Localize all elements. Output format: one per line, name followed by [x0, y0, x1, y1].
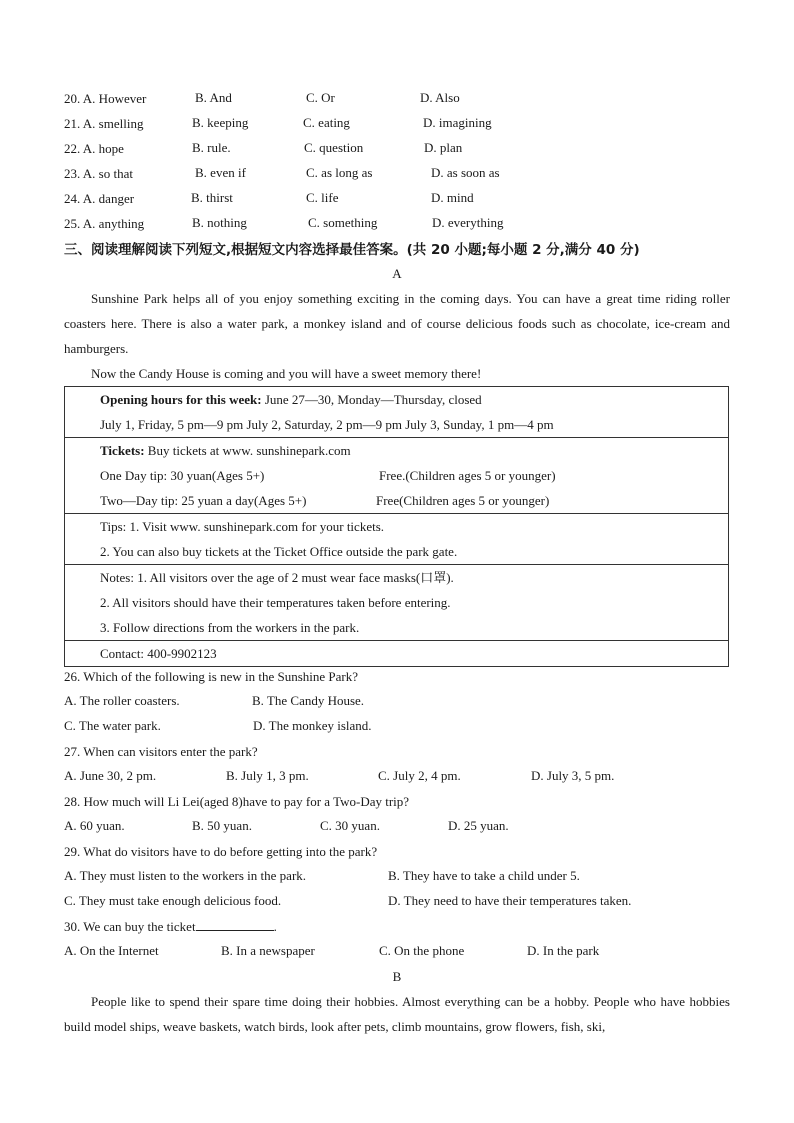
passage-label-b: B — [392, 969, 402, 984]
q29-option-a: A. They must listen to the workers in the park. — [64, 868, 307, 883]
tickets-text: Buy tickets at www. sunshinepark.com — [144, 443, 351, 458]
cloze-row-23 — [64, 165, 133, 183]
question-number: 23. — [64, 166, 81, 181]
two-day-free: Free(Children ages 5 or younger) — [376, 493, 550, 508]
tips-2: 2. You can also buy tickets at the Ticket Office outside the park gate. — [100, 544, 458, 559]
one-day-free: Free.(Children ages 5 or younger) — [379, 468, 556, 483]
question-28: 28. How much will Li Lei(aged 8)have to pay for a Two-Day trip? — [64, 794, 410, 809]
q28-option-b: B. 50 yuan. — [192, 818, 252, 833]
paragraph-text: Now the Candy House is coming and you will have a sweet memory there! — [91, 366, 482, 381]
section-heading: 三、阅读理解阅读下列短文,根据短文内容选择最佳答案。(共 20 小题;每小题 2 分,满分 40 分) — [64, 242, 640, 258]
q29-option-b: B. They have to take a child under 5. — [388, 868, 580, 883]
option-a: A. smelling — [82, 116, 144, 131]
q28-option-d: D. 25 yuan. — [448, 818, 509, 833]
option-c: C. question — [304, 140, 364, 155]
q30-option-a: A. On the Internet — [64, 943, 159, 958]
option-d: D. everything — [432, 215, 504, 230]
q26-option-a: A. The roller coasters. — [64, 693, 180, 708]
option-c: C. as long as — [306, 165, 373, 180]
cloze-row-24 — [64, 190, 134, 208]
contact-row — [65, 641, 729, 667]
cloze-row-25 — [64, 215, 144, 233]
option-a: A. anything — [82, 216, 145, 231]
notes-3: 3. Follow directions from the workers in the park. — [100, 620, 360, 635]
passage-a-paragraph-1 — [64, 286, 730, 361]
option-b: B. thirst — [191, 190, 233, 205]
question-number: 20. — [64, 91, 81, 106]
notes-1: Notes: 1. All visitors over the age of 2 must wear face masks(口罩). — [100, 570, 454, 585]
passage-label-a: A — [392, 266, 402, 281]
two-day-price: Two—Day tip: 25 yuan a day(Ages 5+) — [100, 493, 307, 508]
option-b: B. even if — [195, 165, 246, 180]
option-d: D. plan — [424, 140, 463, 155]
option-b: B. nothing — [192, 215, 247, 230]
question-number: 25. — [64, 216, 81, 231]
option-d: D. imagining — [423, 115, 492, 130]
q30-option-b: B. In a newspaper — [221, 943, 315, 958]
q26-option-c: C. The water park. — [64, 718, 161, 733]
hours-detail: July 1, Friday, 5 pm—9 pm July 2, Saturday, 2 pm—9 pm July 3, Sunday, 1 pm—4 pm — [100, 417, 554, 432]
option-d: D. Also — [420, 90, 460, 105]
passage-a-paragraph-2 — [64, 361, 730, 386]
cloze-row-22 — [64, 140, 124, 158]
question-29: 29. What do visitors have to do before getting into the park? — [64, 844, 378, 859]
option-b: B. rule. — [192, 140, 231, 155]
notes-row — [65, 565, 729, 641]
q26-option-b: B. The Candy House. — [252, 693, 365, 708]
tickets-label: Tickets: — [100, 443, 145, 458]
q30-option-c: C. On the phone — [379, 943, 465, 958]
q27-option-a: A. June 30, 2 pm. — [64, 768, 157, 783]
option-d: D. mind — [431, 190, 474, 205]
question-30-text: 30. We can buy the ticket — [64, 919, 196, 934]
q26-option-d: D. The monkey island. — [253, 718, 372, 733]
q27-option-b: B. July 1, 3 pm. — [226, 768, 309, 783]
question-number: 21. — [64, 116, 81, 131]
option-c: C. something — [308, 215, 378, 230]
question-26: 26. Which of the following is new in the Sunshine Park? — [64, 669, 359, 684]
answer-blank — [196, 918, 274, 931]
notes-2: 2. All visitors should have their temperatures taken before entering. — [100, 595, 451, 610]
q27-option-c: C. July 2, 4 pm. — [378, 768, 461, 783]
option-a: A. hope — [82, 141, 124, 156]
hours-label: Opening hours for this week: — [100, 392, 262, 407]
q29-option-c: C. They must take enough delicious food. — [64, 893, 282, 908]
question-27: 27. When can visitors enter the park? — [64, 744, 258, 759]
tickets-row — [65, 438, 729, 514]
contact: Contact: 400-9902123 — [100, 646, 217, 661]
paragraph-text: People like to spend their spare time doing their hobbies. Almost everything can be a hobby. People who have hobbies build model ships, weave baskets, watch birds, look after pets, climb mountains, grow flowers, fish, ski, — [64, 994, 730, 1034]
option-d: D. as soon as — [431, 165, 500, 180]
q28-option-c: C. 30 yuan. — [320, 818, 380, 833]
option-b: B. keeping — [192, 115, 249, 130]
option-c: C. life — [306, 190, 339, 205]
q28-option-a: A. 60 yuan. — [64, 818, 125, 833]
paragraph-text: Sunshine Park helps all of you enjoy something exciting in the coming days. You can have a great time riding roller coasters here. There is also a water park, a monkey island and of course delicious foods such as chocolate, ice-cream and hamburgers. — [64, 291, 730, 356]
hours-row — [65, 387, 729, 438]
cloze-row-20 — [64, 90, 146, 108]
tips-1: Tips: 1. Visit www. sunshinepark.com for your tickets. — [100, 519, 385, 534]
option-c: C. eating — [303, 115, 350, 130]
option-b: B. And — [195, 90, 232, 105]
question-number: 24. — [64, 191, 81, 206]
q29-option-d: D. They need to have their temperatures taken. — [388, 893, 632, 908]
one-day-price: One Day tip: 30 yuan(Ages 5+) — [100, 468, 265, 483]
q27-option-d: D. July 3, 5 pm. — [531, 768, 615, 783]
tips-row — [65, 514, 729, 565]
option-c: C. Or — [306, 90, 335, 105]
option-a: A. so that — [82, 166, 133, 181]
park-info-table — [64, 386, 729, 667]
question-30 — [64, 918, 277, 936]
q30-option-d: D. In the park — [527, 943, 600, 958]
question-number: 22. — [64, 141, 81, 156]
passage-b-paragraph-1 — [64, 989, 730, 1039]
cloze-row-21 — [64, 115, 143, 133]
option-a: A. danger — [82, 191, 135, 206]
hours-text: June 27—30, Monday—Thursday, closed — [261, 392, 482, 407]
option-a: A. However — [82, 91, 147, 106]
question-30-end: . — [273, 919, 277, 934]
